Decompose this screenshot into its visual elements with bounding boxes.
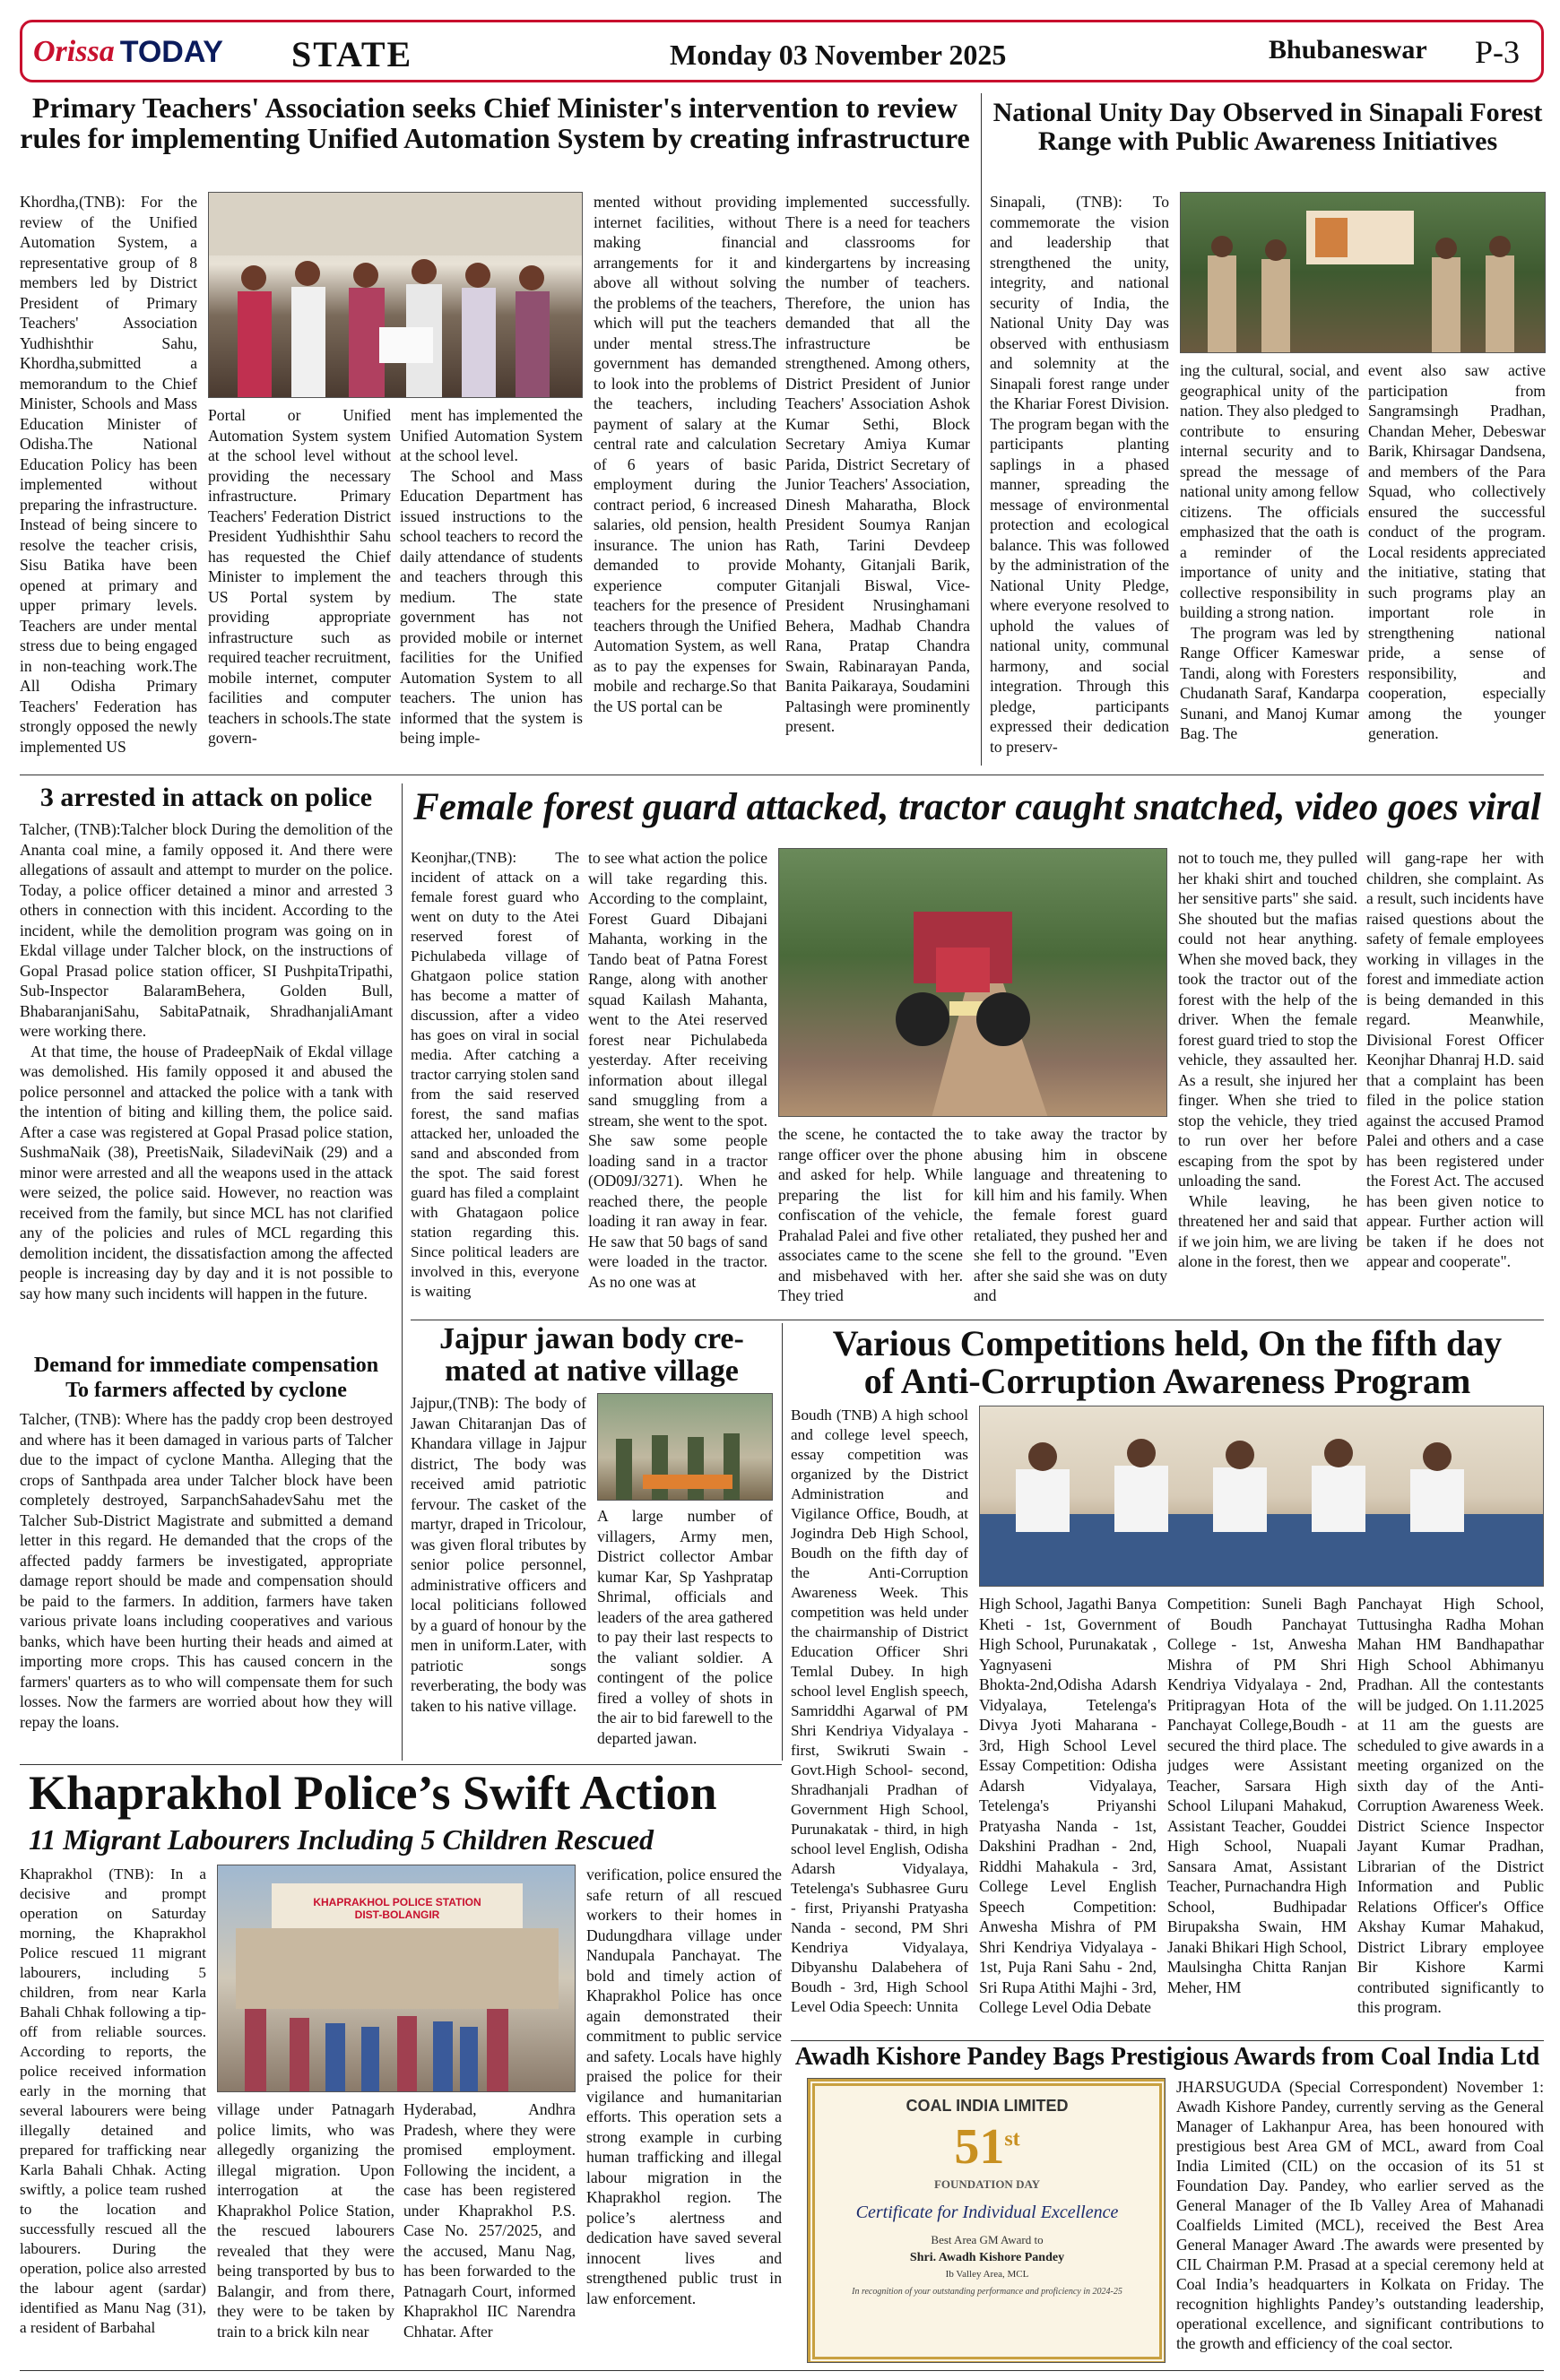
a7-col3: Competition: Suneli Bagh of Boudh Panchayat College - 1st, Anwesha Mishra of PM Shri Kendriya Vidyalaya - 2nd, Pritipragyan Hota of the Panchayat College,Boudh - secured the third place. The judges were Assistant Teacher, Sarsara High School Lilupani Mahakud, Assistant Teacher, Gouddei High School, Nuapali Sansara Amat, Assistant Teacher, Purnachandra High School, Budhipadar Birupaksha Swain, HM Janaki Bhikari High School, Maulsingha Chitta Ranjan Meher, HM <box>1167 1595 1347 1996</box>
column-rule <box>981 93 982 766</box>
signboard-line1: KHAPRAKHOL POLICE STATION <box>313 1896 481 1908</box>
certificate-award-line: Best Area GM Award to <box>931 2233 1044 2246</box>
a6-funeral-photo <box>597 1393 773 1501</box>
a6-headline-line2: mated at native village <box>445 1354 739 1388</box>
a4-headline-line2: To farmers affected by cyclone <box>65 1378 347 1402</box>
a2-headline <box>990 99 1546 155</box>
a9-certificate-image <box>807 2078 1166 2363</box>
certificate-area: Ib Valley Area, MCL <box>945 2269 1029 2280</box>
a7-col1: Boudh (TNB) A high school and college level speech, essay competition was organized by the District Administration and Vigilance Office, Boudh, at Jogindra Deb High School, Boudh on the fifth day of the Anti-Corruption Awareness Week. This competition was held under the chairmanship of District Education Officer Shri Temlal Dubey. In high school level English speech, Samriddhi Agarwal of PM Shri Kendriya Vidyalaya - first, Swikruti Swain - Govt.High School- second, Shradhanjali Pradhan of Government High School, Purunakatak - third, in high school level English, Odisha Adarsh Vidyalaya, Tetelenga's Subhasree Guru - first, Priyanshi Pratyasha Nanda - second, PM Shri Kendriya Vidyalaya, Dibyanshu Dalabehera of Boudh - 3rd, High School Level Odia Speech: Unnita <box>791 1406 968 2016</box>
a1-col4: mented without providing internet facilities, without making financial arrangements for it and above all without solving the problems of the teachers, which will put the teachers under mental stress.The government has demanded to look into the problems of the teachers, including payment of salary at the central rate and calculation of 6 years of basic employment during the contract period, 6 increased salaries, old pension, health insurance. The union has demanded to provide experience computer teachers for the presence of teachers through the Unified Automation System, as well as to pay the expenses for mobile and recharge.So that the US portal can be <box>594 193 776 715</box>
a5-headline: Female forest guard attacked, tractor caught snatched, video goes viral <box>413 786 1541 828</box>
a1-col3-para1: ment has implemented the Unified Automation System at the school level. <box>400 406 583 465</box>
a5-tractor-photo <box>778 848 1167 1117</box>
a2-headline-line2: Range with Public Awareness Initiatives <box>1037 125 1498 156</box>
a1-col1: Khordha,(TNB): For the review of the Unified Automation System, a representative group of 8 members led by District President of Primary Teachers' Association Yudhishthir Sahu, Khordha,submitted a memorandum to the Chief Minister, Schools and Mass Education Minister of Odisha.The National Education Policy has been implemented without preparing the infrastructure. Instead of being sincere to resolve the teacher crisis, Sisu Batika have been opened at primary and upper primary levels. Teachers are under mental stress due to being engaged in non-teaching work.The All Odisha Primary Teachers' Federation has strongly opposed the newly implemented US <box>20 193 197 756</box>
a7-col4: Panchayat High School, Tuttusingha Radha Mohan Mahan HM Bandhapathar High School Abhimanyu Pradhan. All the contestants will be judged. On 1.11.2025 at 11 am the guests are scheduled to give awards in a meeting organized on the sixth day of the Anti-Corruption Awareness Week. District Science Inspector Jayant Kumar Pradhan, Librarian of the District Information and Public Relations Officer's Office Akshay Kumar Mahakud, District Library employee Bir Kishore Karmi contributed significantly to this program. <box>1357 1595 1544 2017</box>
certificate-number-suffix: st <box>1004 2127 1020 2151</box>
a6-headline <box>411 1323 773 1387</box>
edition-city: Bhubaneswar <box>1269 35 1427 65</box>
a2-col1: Sinapali, (TNB): To commemorate the vision and leadership that strengthened the unity, integrity, and national security of India, the National Unity Day was observed with enthusiasm and solemnity at the Sinapali forest range under the Khariar Forest Division. The program began with the participants planting saplings in a phased manner, spreading the message of environmental protection and ecological balance. This was followed by the administration of the National Unity Pledge, where everyone resolved to uphold the values of national unity, communal harmony, and social integration. Through this pledge, participants expressed their dedication to preserv- <box>990 193 1169 756</box>
a2-col2-para2: The program was led by Range Officer Kameswar Tandi, along with Foresters Chudanath Saraf, Kandarpa Sunani, and Manoj Kumar Bag. The <box>1180 623 1359 743</box>
certificate-foundation-day: FOUNDATION DAY <box>933 2177 1041 2191</box>
a1-col5: implemented successfully. There is a need for teachers and classrooms for kindergartens by increasing the number of teachers. Therefore, the union has demanded that all the infrastructure be strengthened. Among others, District President of Junior Teachers' Association Ashok Kumar Sethi, Block Secretary Amiya Kumar Parida, District Secretary of Junior Teachers' Association, Dinesh Maharatha, Block President Soumya Ranjan Rath, Tarini Devdeep Mohanty, Gitanjali Barik, Gitanjali Biswal, Vice-President Nrusinghamani Behera, Madhab Chandra Rana, Pratap Chandra Swain, Rabinarayan Panda, Banita Paikaraya, Soudamini Paltasingh were prominently present. <box>785 193 970 736</box>
a6-headline-line1: Jajpur jawan body cre- <box>439 1322 744 1355</box>
a3-headline: 3 arrested in attack on police <box>39 783 373 812</box>
a5-col5 <box>1178 848 1357 1314</box>
a8-headline: Khaprakhol Police’s Swift Action <box>29 1766 717 1820</box>
section-divider <box>791 2040 1544 2041</box>
a6-col2: A large number of villagers, Army men, District collector Ambar kumar Kar, Sp Yashpratap Shrimal, officials and leaders of the area gathered to pay their last respects to the valiant soldier. A contingent of the police fired a volley of shots in the air to bid farewell to the departed jawan. <box>597 1507 773 1747</box>
a5-col1: Keonjhar,(TNB): The incident of attack on a female forest guard who went on duty to the Atei reserved forest of Pichulabeda village of Ghatgaon police station has become a matter of discussion, after a video has goes on viral in social media. After catching a tractor carrying stolen sand from the said reserved forest, the sand mafias attacked her, unloaded the sand and absconded from the spot. The said forest guard has filed a complaint with Ghatagaon police station regarding this. Since political leaders are involved in this, everyone is waiting <box>411 849 579 1301</box>
section-name: STATE <box>291 34 413 74</box>
certificate-title: Certificate for Individual Excellence <box>855 2203 1119 2222</box>
a4-headline-line1: Demand for immediate compensation <box>33 1354 379 1377</box>
section-divider <box>20 1764 782 1765</box>
a7-headline-line2: of Anti-Corruption Awareness Program <box>863 1361 1471 1401</box>
a3-para1: Talcher, (TNB):Talcher block During the demolition of the Ananta coal mine, a family opposed it. And there were allegations of assault and attempt to murder on the police. Today, a police officer detained a minor and arrested 3 others in connection with this incident. According to the incident, while the demolition program was going on in Ekdal village under Talcher block, on the instructions of Gopal Prasad police station officer, SI PushpitaTripathi, Sub-Inspector BalaramBehera, Golden Bull, BhabaranjaniSahu, SabitaPatnaik, ShradhanjaliAmant were working there. <box>20 820 393 1041</box>
a5-tractor-illustration <box>779 849 1167 1117</box>
a8-col1: Khaprakhol (TNB): In a decisive and prompt operation on Saturday morning, the Khaprakhol Police rescued 11 migrant labourers, including 5 children, from near Karla Bahali Chhak following a tip-off from reliable sources. According to reports, the police received information early in the morning that several labourers were being illegally detained and prepared for trafficking near Karla Bahali Chhak. Acting swiftly, a police team rushed to the location and successfully rescued all the labourers. During the operation, police also arrested the labour agent (sardar) identified as Manu Nag (31), a resident of Barbahal <box>20 1865 206 2337</box>
a5-col6: will gang-rape her with children, she complaint. As a result, such incidents have raised questions about the safety of female employees working in villages in the forest and immediate action is being demanded in this regard. Meanwhile, Divisional Forest Officer Keonjhar Dhanraj H.D. said that a complaint has been filed in the police station against the accused Pramod Palei and others and a case has been registered under the Forest Act. The accused has been given notice to appear. Further action will be taken if he does not appear and cooperate". <box>1366 849 1544 1271</box>
page-number: P-3 <box>1475 34 1521 70</box>
a9-body: JHARSUGUDA (Special Correspondent) November 1: Awadh Kishore Pandey, currently serving as the General Manager of Lakhanpur Area, has been honoured with prestigious best Area GM of MCL, award from Coal India Limited (CIL) on the occasion of its 51 st Foundation Day. Pandey, who earlier served as the General Manager of the Ib Valley Area of Mahanadi Coalfields Limited (MCL), received the Best Area General Manager Award .The awards were presented by CIL Chairman P.M. Prasad at a special ceremony held at Coal India’s headquarters in Kolkata on Friday. The recognition highlights Pandey’s outstanding leadership, operational excellence, and significant contributions to the growth and efficiency of the coal sector. <box>1176 2078 1544 2352</box>
a8-col2: village under Patnagarh police limits, who was allegedly organizing the illegal migration. Upon interrogation at the Khaprakhol Police Station, the rescued labourers revealed that they were being transported by bus to Balangir, and from there, they were to be taken by train to a brick kiln near <box>217 2100 394 2341</box>
a6-photo-scene <box>598 1394 773 1501</box>
a1-headline <box>20 93 970 153</box>
a5-col5-para1: not to touch me, they pulled her khaki shirt and touched her sensitive parts" she said. She shouted but the mafias could not hear anything. When she moved back, they took the tractor out of the forest with the help of the driver. When the female forest guard tried to stop the vehicle, they assaulted her. As a result, she injured her finger. When she tried to stop the vehicle, they tried to run over her before escaping from the spot by unloading the sand. <box>1178 849 1357 1190</box>
a8-col3: Hyderabad, Andhra Pradesh, where they were promised employment. Following the incident, a case has been registered under Khaprakhol P.S. Case No. 257/2025, and the accused, Manu Nag, has been forwarded to the Patnagarh Court, informed Khaprakhol IIC Narendra Chhatar. After <box>403 2100 576 2341</box>
logo-word-orissa: Orissa <box>33 35 115 68</box>
a2-unity-day-photo <box>1180 192 1546 353</box>
page-bottom-rule <box>20 2370 1544 2371</box>
column-rule <box>782 1323 783 1761</box>
a8-police-station-photo <box>217 1865 576 2092</box>
a5-col3: the scene, he contacted the range officer over the phone and asked for help. While preparing the list for confiscation of the vehicle, Prahalad Palei and five other associates came to the scene and misbehaved with her. They tried <box>778 1125 963 1305</box>
certificate-recipient: Shri. Awadh Kishore Pandey <box>909 2251 1065 2264</box>
a2-col3: event also saw active participation from Sangramsingh Pradhan, Chandan Meher, Debeswar Barik, Khirsagar Dandsena, and members of the Para Squad, who collectively ensured the successful conduct of the program. Local residents appreciated the initiative, stating that such programs play an important role in strengthening national pride, a sense of responsibility, and cooperation, especially among the younger generation. <box>1368 361 1546 743</box>
newspaper-logo <box>33 31 266 73</box>
a2-photo-scene <box>1181 193 1546 353</box>
a7-photo-scene <box>980 1406 1544 1587</box>
a7-col2: High School, Jagathi Banya Kheti - 1st, Government High School, Purunakatak , Yagnyaseni Bhoktа-2nd,Odisha Adarsh Vidyalaya, Tetelenga's Divya Jyoti Maharana - 3rd, High School Level Essay Competition: Odisha Adarsh Vidyalaya, Tetelenga's Priyanshi Pratyasha Nanda - 1st, Dakshini Pradhan - 2nd, Riddhi Mahakula - 3rd, College Level English Speech Competition: Anwesha Mishra of PM Shri Kendriya Vidyalaya - 1st, Puja Rani Sahu - 2nd, Sri Rupa Atithi Majhi - 3rd, College Level Odia Debate <box>979 1595 1157 2017</box>
a4-body: Talcher, (TNB): Where has the paddy crop been destroyed and where has it been damaged in various parts of Talcher due to the impact of cyclone Mantha. Alleging that the crops of Santhpada area under Talcher block have been completely destroyed, SarpanchSahadevSahu met the Talcher Sub-District Magistrate and submitted a demand letter in this regard. He demanded that the crops of the affected paddy farmers be investigated, appropriate damage report should be made and compensation should be paid to the farmers. In addition, farmers have taken various private loans including cooperatives and various banks, which have been hurting their heads and aimed at importing more crops. This has caused concern in the farmers' quarters as to who will compensate them for such losses. Now the farmers are worried about how they will repay the loans. <box>20 1410 393 1731</box>
a3-body <box>20 819 393 1350</box>
column-rule <box>402 783 403 1761</box>
certificate-number-value: 51 <box>954 2119 1005 2175</box>
a6-col1: Jajpur,(TNB): The body of Jawan Chitaranjan Das of Khandara village in Jajpur district, The body was received amid patriotic fervour. The casket of the martyr, draped in Tricolour, was given floral tributes by senior police personnel, administrative officers and local politicians followed by a guard of honour by the men in uniform.Later, with patriotic songs reverberating, the body was taken to his native village. <box>411 1394 586 1715</box>
logo-word-today: TODAY <box>119 34 223 69</box>
a5-col2: to see what action the police will take regarding this. According to the complaint, Forest Guard Dibajani Mahanta, working in the Tando beat of Patna Forest Range, along with another squad Kailash Mahanta, went to the Atei reserved forest near Pichulabeda yesterday. After receiving information about illegal sand smuggling from a stream, she went to the spot. She saw some people loading sand in a tractor (OD09J/3271). When he reached there, the people loading it ran away in fear. He saw that 50 bags of sand were loaded in the tractor. As no one was at <box>588 849 767 1291</box>
issue-date: Monday 03 November 2025 <box>670 39 1007 71</box>
a7-competition-photo <box>979 1406 1544 1587</box>
a2-col2-para1: ing the cultural, social, and geographical unity of the nation. They also pledged to contribute to ensuring internal security and to spread the message of national unity among fellow citizens. The officials emphasized that the oath is a reminder of the importance of unity and collective responsibility in building a strong nation. <box>1180 361 1359 622</box>
a2-col2 <box>1180 360 1359 766</box>
certificate-number <box>951 2118 1023 2176</box>
a2-headline-line1: National Unity Day Observed in Sinapali Forest <box>992 98 1543 127</box>
a1-col3 <box>400 405 583 766</box>
signboard-line2: DIST-BOLANGIR <box>354 1908 440 1922</box>
a7-headline <box>791 1325 1544 1400</box>
certificate-recognition-line: In recognition of your outstanding performance and proficiency in 2024-25 <box>852 2287 1122 2297</box>
a3-para2: At that time, the house of PradeepNaik of Ekdal village was demolished. His family opposed it and abused the police personnel and attacked the police with a tank with the intention of biting and killing them, the police said. After a case was registered at Gopal Prasad police station, SushmaNaik (38), PreetisNaik, SiladeviNaik (29) and a minor were arrested and all the weapons used in the attack were seized, the police said. However, no reaction was received from the family, but since MCL has not clarified any of the policies and rules of MCL regarding this demolition incident, the dissatisfaction among the affected people is increasing day by day and it is not possible to say how many such incidents will happen in the future. <box>20 1042 393 1303</box>
a7-headline-line1: Various Competitions held, On the fifth day <box>832 1323 1503 1363</box>
station-signboard <box>290 1896 505 1922</box>
a5-col5-para2: While leaving, he threatened her and said that if we join him, we are living alone in the forest, then we <box>1178 1191 1357 1271</box>
a8-col4: verification, police ensured the safe return of all rescued workers to their homes in Dudungdhara village under Nandupala Panchayat. The bold and timely action of Khaprakhol Police has once again demonstrated their commitment to public service and safety. Locals have highly praised the police for their vigilance and humanitarian efforts. This operation sets a strong example in curbing human trafficking and illegal labour migration in the Khaprakhol region. The police’s alertness and dedication have saved several innocent lives and strengthened public trust in law enforcement. <box>586 1865 782 2307</box>
a5-col4: to take away the tractor by abusing him in obscene language and threatening to kill him and his family. When the female forest guard retaliated, they pushed her and she fell to the ground. "Even after she said she was on duty and <box>974 1125 1167 1305</box>
a1-headline-line1: Primary Teachers' Association seeks Chief Minister's intervention to review <box>31 91 958 124</box>
a1-col2: Portal or Unified Automation System system at the school level without providing the necessary infrastructure. Primary Teachers' Federation District President Yudhishthir Sahu has requested the Chief Minister to implement the US Portal system by providing appropriate infrastructure such as required teacher recruitment, mobile internet, computer facilities and computer teachers in schools.The state govern- <box>208 406 391 748</box>
a1-headline-line2: rules for implementing Unified Automation System by creating infrastructure <box>20 121 970 154</box>
a1-photo-figures <box>209 193 583 398</box>
a9-headline: Awadh Kishore Pandey Bags Prestigious Awards from Coal India Ltd <box>794 2043 1540 2071</box>
certificate-org: COAL INDIA LIMITED <box>906 2097 1069 2115</box>
a1-col3-para2: The School and Mass Education Department has issued instructions to the school teachers to record the daily attendance of students and teachers through this medium. The state government has not provided mobile or internet facilities for the Unified Automation System to all teachers. The union has informed that the system is being imple- <box>400 466 583 748</box>
a1-teachers-photo <box>208 192 583 398</box>
masthead <box>20 20 1544 82</box>
a8-subheadline: 11 Migrant Labourers Including 5 Children Rescued <box>29 1823 654 1856</box>
a4-headline <box>20 1354 393 1403</box>
